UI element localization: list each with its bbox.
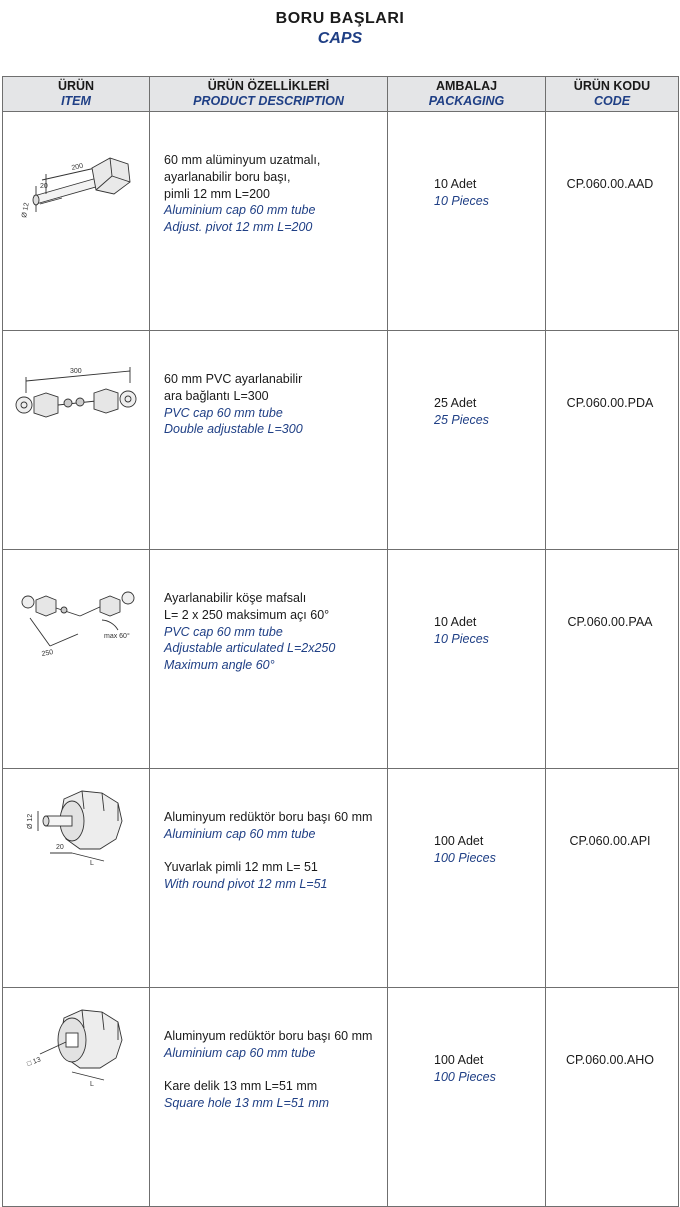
item-image-cell [3,550,150,769]
page-title-block [0,10,680,48]
packaging-cell: 10 Adet 10 Pieces [388,112,546,331]
page-title-english: CAPS [317,30,363,47]
item-image-cell [3,112,150,331]
item-image-cell [3,769,150,988]
table-row [3,550,679,769]
dimension-label: max 60° [104,633,130,640]
dimension-label: L [90,860,94,867]
product-table [2,76,679,1207]
reducer-cap-round-pivot-drawing-icon [6,769,146,889]
description-cell: 60 mm alüminyum uzatmalı, ayarlanabilir boru başı, pimli 12 mm L=200 Aluminium cap 60 mm tube Adjust. pivot 12 mm L=200 [150,112,388,331]
code-cell: CP.060.00.API [546,769,679,988]
table-row [3,331,679,550]
table-header-row [3,77,679,112]
column-header-description: ÜRÜN ÖZELLİKLERİ PRODUCT DESCRIPTION [150,77,388,112]
dimension-label: 20 [56,844,64,851]
description-cell: Ayarlanabilir köşe mafsalı L= 2 x 250 maksimum açı 60° PVC cap 60 mm tube Adjustable articulated L=2x250 Maximum angle 60° [150,550,388,769]
code-cell: CP.060.00.PDA [546,331,679,550]
table-row [3,988,679,1207]
code-cell: CP.060.00.PAA [546,550,679,769]
dimension-label: 300 [70,368,82,375]
dimension-label: L [90,1081,94,1088]
description-cell: Aluminyum redüktör boru başı 60 mm Aluminium cap 60 mm tube Yuvarlak pimli 12 mm L= 51 With round pivot 12 mm L=51 [150,769,388,988]
packaging-cell: 100 Adet 100 Pieces [388,769,546,988]
table-row [3,769,679,988]
dimension-label: Ø 12 [27,813,34,829]
dimension-label: 200 [70,162,84,172]
column-header-packaging: AMBALAJ PACKAGING [388,77,546,112]
description-cell: Aluminyum redüktör boru başı 60 mm Aluminium cap 60 mm tube Kare delik 13 mm L=51 mm Square hole 13 mm L=51 mm [150,988,388,1207]
aluminium-cap-pivot-drawing-icon [6,112,146,232]
description-cell: 60 mm PVC ayarlanabilir ara bağlantı L=300 PVC cap 60 mm tube Double adjustable L=300 [150,331,388,550]
column-header-code: ÜRÜN KODU CODE [546,77,679,112]
articulated-corner-joint-drawing-icon [6,550,146,670]
reducer-cap-square-hole-drawing-icon [6,988,146,1108]
packaging-cell: 10 Adet 10 Pieces [388,550,546,769]
dimension-label: 20 [40,183,48,190]
page-title: BORU BAŞLARI [275,10,405,27]
code-cell: CP.060.00.AHO [546,988,679,1207]
table-row [3,112,679,331]
dimension-label: 250 [41,649,54,658]
column-header-item: ÜRÜN ITEM [3,77,150,112]
code-cell: CP.060.00.AAD [546,112,679,331]
dimension-label: Ø 12 [21,202,31,219]
dimension-label: □ 13 [26,1056,42,1068]
packaging-cell: 25 Adet 25 Pieces [388,331,546,550]
item-image-cell [3,331,150,550]
pvc-double-adjustable-cap-drawing-icon [6,331,146,451]
packaging-cell: 100 Adet 100 Pieces [388,988,546,1207]
item-image-cell [3,988,150,1207]
